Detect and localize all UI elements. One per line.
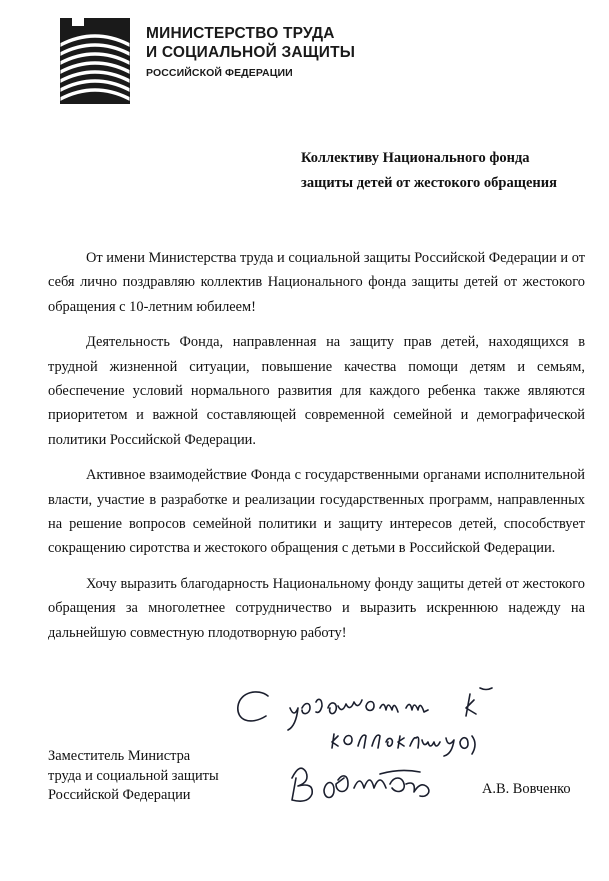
organization-name — [146, 24, 355, 81]
org-name-line1: МИНИСТЕРСТВО ТРУДА — [146, 25, 335, 42]
paragraph: Хочу выразить благодарность Национальному фонду защиты детей от жестокого обращения за многолетнее сотрудничество и выразить искреннюю надежду на дальнейшую совместную плодотворную работу! — [48, 575, 585, 641]
org-name-line3: РОССИЙСКОЙ ФЕДЕРАЦИИ — [146, 67, 293, 79]
org-name-line2: И СОЦИАЛЬНОЙ ЗАЩИТЫ — [146, 44, 356, 61]
addressee-line2: защиты детей от жестокого обращения — [301, 175, 557, 191]
letterhead — [60, 18, 360, 108]
letter-body — [48, 246, 585, 656]
signatory-title-line1: Заместитель Министра — [48, 748, 191, 764]
handwritten-closing-and-signature — [230, 680, 560, 840]
addressee-line1: Коллективу Национального фонда — [301, 150, 530, 166]
handwritten-closing — [238, 692, 268, 721]
signatory-name: А.В. Вовченко — [482, 781, 571, 797]
paragraph: Деятельность Фонда, направленная на защиту прав детей, находящихся в трудной жизненной ситуации, повышение качества помощи детям и семьям, обеспечение условий нормального развития для каждого ребенка также являются приоритетом и важной составляющей современной семейной и демографической политики Российской Федерации. — [48, 334, 585, 448]
paragraph: От имени Министерства труда и социальной защиты Российской Федерации и от себя лично поздравляю коллектив Национального фонда защиты детей от жестокого обращения с 10-летним юбилеем! — [48, 250, 585, 315]
signatory-title-line2: труда и социальной защиты — [48, 767, 219, 784]
ministry-logo-icon — [60, 18, 130, 104]
signatory-title-line3: Российской Федерации — [48, 787, 191, 803]
signatory-title — [48, 747, 219, 806]
addressee — [301, 146, 557, 196]
paragraph: Активное взаимодействие Фонда с государственными органами исполнительной власти, участие в разработке и реализации государственных программ, направленных на решение вопросов семейной политики и защиту интересов детей, способствует сокращению сиротства и жестокого обращения с детьми в Российской Федерации. — [48, 467, 585, 557]
handwritten-signature — [292, 768, 429, 801]
